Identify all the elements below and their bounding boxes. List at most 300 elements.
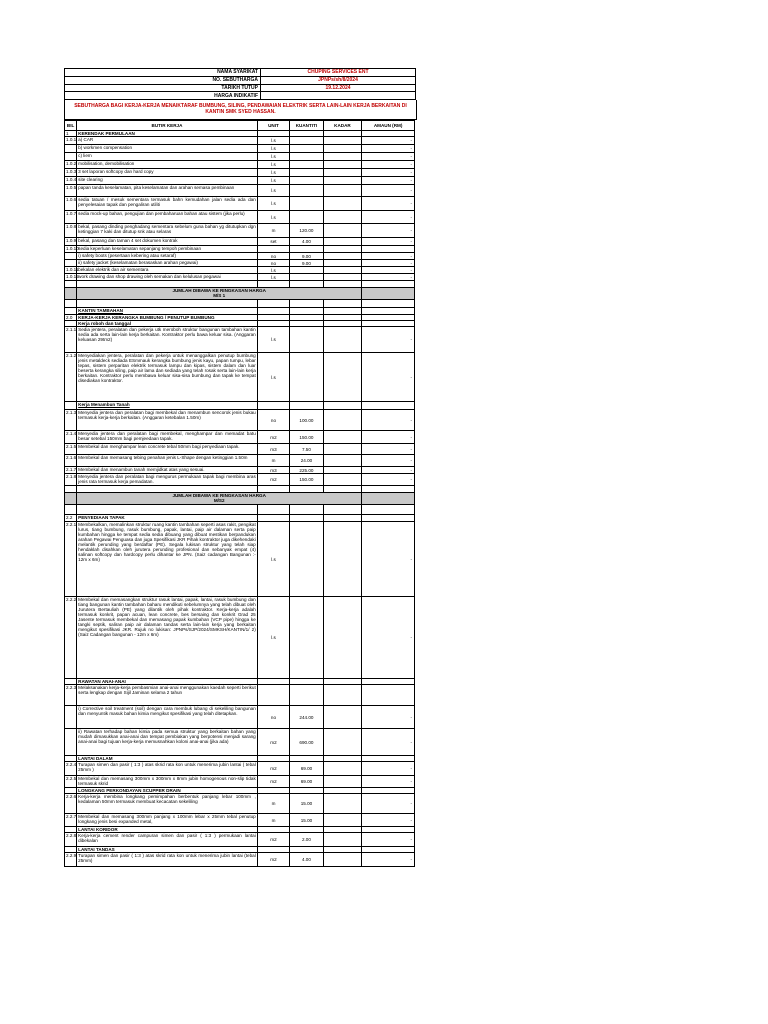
blank-row bbox=[65, 486, 415, 493]
item-unit: m3 bbox=[257, 467, 289, 474]
item-amount: - bbox=[362, 145, 415, 153]
item-amount: - bbox=[362, 197, 415, 211]
blank-row bbox=[65, 300, 415, 308]
item-quantity: 15.00 bbox=[290, 814, 323, 827]
item-unit: l.s bbox=[257, 211, 289, 224]
empty-cell bbox=[77, 281, 258, 288]
empty-cell bbox=[77, 300, 258, 308]
empty-cell bbox=[257, 486, 289, 493]
col-header-amaun: AMAUN (RM) bbox=[362, 121, 415, 131]
item-quantity bbox=[290, 246, 323, 253]
item-rate bbox=[323, 185, 362, 197]
item-row bbox=[65, 853, 415, 867]
col-header-kadar: KADAR bbox=[323, 121, 362, 131]
item-quantity bbox=[290, 161, 323, 169]
item-unit: m2 bbox=[257, 762, 289, 776]
item-rate bbox=[323, 685, 362, 706]
item-description: sedia tatuan / mesuk sementara termasuk bahn kemudahan jalan sedia ada dan penyelesaian tapak dan pengaliran utiliti bbox=[77, 197, 258, 211]
item-description: sedia keperluan keselamatan sepanjang tempoh pembinaan bbox=[77, 246, 258, 253]
empty-cell bbox=[290, 486, 323, 493]
item-amount bbox=[362, 515, 415, 522]
item-amount: - bbox=[362, 455, 415, 467]
item-bil bbox=[65, 706, 77, 729]
empty-cell bbox=[323, 505, 362, 515]
item-row bbox=[65, 706, 415, 729]
item-description: Kerja-kerja cement render campuran simen dan pasir ( 1:3 ) permukaan lantai dibekalan bbox=[77, 833, 258, 847]
item-description: LANTAI TANDAS bbox=[77, 847, 258, 853]
item-bil: 1 bbox=[65, 131, 77, 137]
summary-row bbox=[65, 288, 415, 300]
item-rate bbox=[323, 327, 362, 353]
item-amount: - bbox=[362, 474, 415, 486]
item-amount: - bbox=[362, 522, 415, 597]
item-bil: 1.0.8 bbox=[65, 224, 77, 238]
item-amount: - bbox=[362, 853, 415, 867]
item-row bbox=[65, 597, 415, 679]
item-description: Membekalkan, memalinkan struktur ruang kantin tambahan seperti asas rakit, pengikat lurus, tiang bumbung, rasuk bumbung, papak, lantai, paip air dalaman serta paip kumbahan hingga ke tempat sedia sedia dibuang yang dibuat mestikan berpandukan arahan Pegawai Penguasa dan juga Spesifikasi JKR Pihak kontraktor juga dikehendaki melantik perunding yang berdaftar (PE). Segala lukisan struktur yang telah siap hendaklah disahkan oleh jurutera perunding profesional dan sebanyak empat (4) salinan softcopy dan hardcopy perlu dihantar ke JPN. (Saiz cadangan Bangunan :- 12m x 6m) bbox=[77, 522, 258, 597]
item-description: bekalan elektrik dan air sementara bbox=[77, 267, 258, 274]
item-row bbox=[65, 814, 415, 827]
item-row bbox=[65, 197, 415, 211]
item-description: Membekal dan memasang 300mm panjang x 100mm lebar x 25mm tebal penutup longkang jenis besi expanded metal, bbox=[77, 814, 258, 827]
item-quantity: 2.00 bbox=[290, 833, 323, 847]
item-rate bbox=[323, 260, 362, 267]
item-description: b) workmen compensation bbox=[77, 145, 258, 153]
item-bil: 2.2.6 bbox=[65, 794, 77, 814]
item-amount bbox=[362, 402, 415, 410]
summary-amount-cell bbox=[362, 493, 415, 505]
item-bil: 1.0.12 bbox=[66, 274, 79, 279]
item-bil: 1.0.11 bbox=[66, 267, 79, 272]
item-bil bbox=[65, 260, 77, 267]
item-unit: m bbox=[257, 794, 289, 814]
item-quantity: 9.00 bbox=[290, 253, 323, 260]
item-row bbox=[65, 211, 415, 224]
item-description: KERJA-KERJA KERANGKA BUMBUNG / PENUTUP BUMBUNG bbox=[77, 315, 258, 321]
item-rate bbox=[323, 274, 362, 281]
item-quantity: 244.00 bbox=[290, 706, 323, 729]
item-description: a) CAR bbox=[77, 137, 258, 145]
item-amount: - bbox=[362, 161, 415, 169]
item-rate bbox=[323, 246, 362, 253]
item-unit: no bbox=[257, 706, 289, 729]
item-row bbox=[65, 224, 415, 238]
item-row bbox=[65, 169, 415, 177]
item-unit: l.s bbox=[257, 137, 289, 145]
item-unit: l.s bbox=[257, 185, 289, 197]
item-quantity bbox=[290, 353, 323, 402]
item-quantity: 69.00 bbox=[290, 762, 323, 776]
item-bil: 2.1.5 bbox=[65, 444, 77, 455]
item-description: bekal, pasang dinding penghadang sementara sebelum guna bahan yg ditutupkan dgn ketinggian 7 kaki dan ditutup snk atau selaras bbox=[77, 224, 258, 238]
summary-row bbox=[65, 493, 415, 505]
col-header-kuantiti: KUANTITI bbox=[290, 121, 323, 131]
item-bil: 1.0.2 bbox=[65, 161, 77, 169]
col-header-unit: UNIT bbox=[257, 121, 289, 131]
item-rate bbox=[323, 444, 362, 455]
item-unit: no bbox=[257, 253, 289, 260]
item-description: i) Corrective soil treatment (soil) dengan cara membuk lubang di sekeliling bangunan dan menyuntik masuk bahan kimia mengikut spesifikasi yang telah ditetapkan. bbox=[77, 706, 258, 729]
item-amount: - bbox=[362, 327, 415, 353]
empty-cell bbox=[65, 486, 77, 493]
item-bil: 2.1.7 bbox=[66, 467, 77, 472]
item-unit: l.s bbox=[257, 161, 289, 169]
empty-cell bbox=[323, 300, 362, 308]
item-amount: - bbox=[362, 137, 415, 145]
item-rate bbox=[323, 161, 362, 169]
item-quantity: 150.00 bbox=[290, 474, 323, 486]
item-unit: m3 bbox=[257, 444, 289, 455]
item-row bbox=[65, 145, 415, 153]
item-description: 3 set laporan softcopy dan hard copy bbox=[77, 169, 258, 177]
item-bil bbox=[65, 145, 77, 153]
item-row bbox=[65, 238, 415, 246]
item-rate bbox=[323, 833, 362, 847]
item-unit: l.s bbox=[257, 267, 289, 274]
item-amount: - bbox=[362, 238, 415, 246]
item-description: Menyedia jentera dan peralatan bagi mengurus permukaan tapak bagi membina aras jenis rata termasuk kerja pemadatan. bbox=[78, 474, 256, 484]
item-bil: 2.1.1 bbox=[65, 327, 77, 353]
item-rate bbox=[323, 853, 362, 867]
item-bil: 1.0.3 bbox=[65, 169, 77, 177]
item-quantity: 120.00 bbox=[290, 224, 323, 238]
item-row bbox=[65, 327, 415, 353]
item-amount: - bbox=[362, 729, 415, 756]
item-rate bbox=[323, 522, 362, 597]
item-unit: m2 bbox=[257, 853, 289, 867]
item-quantity bbox=[290, 597, 323, 679]
item-amount: - bbox=[362, 185, 415, 197]
item-rate bbox=[323, 776, 362, 788]
item-quantity: 690.00 bbox=[290, 729, 323, 756]
item-unit: l.s bbox=[257, 597, 289, 679]
item-quantity bbox=[290, 327, 323, 353]
header-value: CHUPING SERVICES ENT bbox=[261, 69, 416, 77]
item-quantity: 24.00 bbox=[290, 455, 323, 467]
item-description: Kerja-kerja membina longkang pemimpahan berbentuk panjang lebar 100mm , kedalaman 50mm termasuk membuat kecacatan sekeliling bbox=[77, 794, 258, 814]
item-rate bbox=[323, 267, 362, 274]
header-table bbox=[64, 68, 416, 100]
item-row bbox=[65, 515, 415, 522]
item-bil bbox=[65, 308, 77, 315]
item-quantity bbox=[290, 522, 323, 597]
item-row bbox=[65, 153, 415, 161]
item-description: Menyediakan jentera, peralatan dan pekerja untuk menanggalkan penutup bumbung jenis metaldeck sediada ESmmauk kerangka bumbung jenis kayu, papan tumpu, lebar tepas, sistem perparitan elektrik termasuk lampu dan kipas, sistem dalam dan luar beserta kerangka siling, paip air lama dan sediada yang telah rosak serta lain-lain kerja berkaitan. Kontraktor perlu membawa keluar sisa-sisa bumbung dan tapak ke tempat disediakan kontraktor. bbox=[77, 353, 258, 402]
item-description: Melaksanakan kerja-kerja pembasmian anai-anai menggunakan kaedah seperti berikut serta lengkap dengan Sijil Jaminan selama 2 tahun bbox=[77, 685, 258, 706]
item-description: PENYEDIAAN TAPAK bbox=[77, 515, 258, 522]
item-quantity: 4.00 bbox=[290, 238, 323, 246]
item-unit bbox=[257, 685, 289, 706]
item-row bbox=[65, 137, 415, 145]
summary-label: JUMLAH DIBAWA KE RINGKASAN HARGA bbox=[172, 288, 266, 293]
item-amount: - bbox=[362, 267, 415, 274]
item-amount: - bbox=[362, 211, 415, 224]
item-quantity bbox=[290, 685, 323, 706]
item-rate bbox=[323, 474, 362, 486]
header-label: TARIKH TUTUP bbox=[65, 84, 261, 92]
item-row bbox=[65, 246, 415, 253]
item-description: LONGKANG PERKONDAYAN SCUPPER DRAIN bbox=[77, 788, 258, 794]
item-row bbox=[65, 833, 415, 847]
empty-cell bbox=[290, 505, 323, 515]
item-amount: - bbox=[362, 597, 415, 679]
item-row bbox=[65, 185, 415, 197]
item-description: RAWATAN ANAI-ANAI bbox=[77, 679, 258, 685]
item-row bbox=[65, 776, 415, 788]
item-bil: 2.2 bbox=[65, 515, 77, 522]
item-bil: 2.2.8 bbox=[65, 833, 77, 847]
empty-cell bbox=[65, 505, 77, 515]
item-bil: 2.1.4 bbox=[65, 431, 77, 444]
item-unit: m bbox=[257, 814, 289, 827]
item-rate bbox=[323, 224, 362, 238]
empty-cell bbox=[257, 300, 289, 308]
header-row bbox=[65, 92, 416, 100]
item-row bbox=[65, 431, 415, 444]
item-row bbox=[65, 402, 415, 410]
item-description: site clearing bbox=[77, 177, 258, 185]
item-unit: no bbox=[257, 410, 289, 431]
item-amount: - bbox=[362, 260, 415, 267]
item-description: Membekal dan menambun tanah memjidkat atas yang sesuai. bbox=[77, 467, 258, 474]
item-quantity: 15.00 bbox=[290, 794, 323, 814]
empty-cell bbox=[257, 505, 289, 515]
item-unit: l.s bbox=[257, 177, 289, 185]
item-rate bbox=[323, 729, 362, 756]
item-bil: 2.0 bbox=[65, 315, 77, 321]
item-amount: - bbox=[362, 762, 415, 776]
item-row bbox=[65, 685, 415, 706]
item-bil: 1.0.9 bbox=[65, 238, 77, 246]
item-amount: - bbox=[362, 224, 415, 238]
summary-label-cell bbox=[77, 288, 362, 300]
header-label: HARGA INDIKATIF bbox=[65, 92, 261, 100]
item-amount: - bbox=[362, 776, 415, 788]
item-unit bbox=[257, 246, 289, 253]
item-rate bbox=[323, 145, 362, 153]
item-row bbox=[65, 455, 415, 467]
item-quantity: 69.00 bbox=[290, 776, 323, 788]
item-unit bbox=[257, 402, 289, 410]
item-rate bbox=[323, 455, 362, 467]
item-quantity bbox=[290, 267, 323, 274]
item-description: sedia mock-up bahan, pengujian dan pembaharuan bahan atau sistem (jika perlu) bbox=[77, 211, 258, 224]
item-quantity bbox=[290, 402, 323, 410]
item-unit: l.s bbox=[257, 274, 289, 281]
item-rate bbox=[323, 177, 362, 185]
empty-cell bbox=[362, 300, 415, 308]
item-quantity bbox=[290, 153, 323, 161]
item-quantity: 150.00 bbox=[290, 431, 323, 444]
item-unit: set bbox=[257, 238, 289, 246]
item-description: i) safety boots (pesertaan kebering atau setaraf) bbox=[77, 253, 258, 260]
item-amount: - bbox=[362, 706, 415, 729]
item-quantity bbox=[290, 185, 323, 197]
item-rate bbox=[323, 431, 362, 444]
item-bil: 1.0.6 bbox=[65, 197, 77, 211]
item-row bbox=[65, 729, 415, 756]
blank-row bbox=[65, 505, 415, 515]
item-amount: - bbox=[362, 467, 415, 474]
item-rate bbox=[323, 137, 362, 145]
item-quantity bbox=[290, 308, 323, 315]
item-unit bbox=[257, 308, 289, 315]
item-bil: 1.0.5 bbox=[65, 185, 77, 197]
item-unit: m2 bbox=[257, 776, 289, 788]
item-quantity: 225.00 bbox=[290, 467, 323, 474]
item-rate bbox=[323, 762, 362, 776]
empty-cell bbox=[257, 281, 289, 288]
item-description: Menyedia jentera dan peralatan bagi membekal dan menambun sencorok jenis bukau termasuk kerja-kerja berkaitan. (Anggaran ketebalan 1.50m) bbox=[77, 410, 258, 431]
header-value: 19.12.2024 bbox=[261, 84, 416, 92]
item-amount: - bbox=[362, 814, 415, 827]
item-description: ii) Rawatan terhadap bahan kimia pada semua struktur yang berkaitan bahan yang mudah dimasukkan anai-anai dan tempat pembiakan yang berpotensi menjadi sarang anai-anai bagi tujuan kerja-kerja memusnahkan koloni anai-anai (jika ada) bbox=[77, 729, 258, 756]
item-description: papan tanda keselamatan, pita keselamatan dan arahan semasa pembinaan bbox=[77, 185, 258, 197]
item-amount: - bbox=[362, 410, 415, 431]
item-description: c) liem bbox=[77, 153, 258, 161]
item-unit: l.s bbox=[257, 327, 289, 353]
item-unit: m2 bbox=[257, 729, 289, 756]
quotation-sheet bbox=[64, 68, 415, 867]
item-unit: m bbox=[257, 224, 289, 238]
item-description: Kerja roboh dan tanggal bbox=[77, 321, 258, 327]
item-description: Turapan simen dan pasir ( 1:3 ) atas skrid rata kon untuk menerima jubin lantai ( tebal 25mm ) bbox=[77, 762, 258, 776]
item-bil: 2.2.1 bbox=[65, 522, 77, 597]
item-quantity bbox=[290, 274, 323, 281]
header-row bbox=[65, 76, 416, 84]
item-bil bbox=[65, 253, 77, 260]
summary-page: M/S 1 bbox=[213, 293, 226, 298]
item-bil: 2.1.8 bbox=[65, 474, 77, 486]
item-description: Menyedia jentera dan peralatan bagi membekal, menghampar dan memadat batu besar setebal 150mm bagi pemjeedaan tapak. bbox=[77, 431, 258, 444]
item-quantity: 7.50 bbox=[290, 444, 323, 455]
item-row bbox=[65, 253, 415, 260]
item-rate bbox=[323, 197, 362, 211]
item-rate bbox=[323, 238, 362, 246]
item-description: Membekal dan memasang 300mm x 300mm x 8mm jubin homogenous non-slip tidak termasuk skrid bbox=[78, 776, 256, 786]
header-label: NAMA SYARIKAT bbox=[65, 69, 261, 77]
bill-of-quantities-table bbox=[64, 120, 415, 867]
header-row bbox=[65, 69, 416, 77]
item-unit: m bbox=[257, 455, 289, 467]
item-bil: 1.0.4 bbox=[65, 177, 77, 185]
item-description: LANTAI KORIDOR bbox=[77, 827, 258, 833]
item-unit: l.s bbox=[257, 169, 289, 177]
item-row bbox=[65, 522, 415, 597]
empty-cell bbox=[65, 288, 77, 300]
item-description: ii) safety jacket (keselamatan berasaskan arahan pegawai) bbox=[77, 260, 258, 267]
empty-cell bbox=[65, 300, 77, 308]
item-quantity bbox=[290, 169, 323, 177]
empty-cell bbox=[362, 281, 415, 288]
summary-label-cell bbox=[77, 493, 362, 505]
empty-cell bbox=[77, 505, 258, 515]
empty-cell bbox=[65, 281, 77, 288]
item-rate bbox=[323, 402, 362, 410]
item-amount: - bbox=[362, 431, 415, 444]
item-amount: - bbox=[362, 444, 415, 455]
col-header-bil: BIL bbox=[65, 121, 77, 131]
item-unit: l.s bbox=[257, 197, 289, 211]
item-unit: l.s bbox=[257, 153, 289, 161]
item-description: mobilisation, demobilisation bbox=[77, 161, 258, 169]
item-rate bbox=[323, 153, 362, 161]
item-amount bbox=[362, 308, 415, 315]
item-rate bbox=[323, 253, 362, 260]
item-description: Kerja Menambun Tanah bbox=[77, 402, 258, 410]
item-description: Membekal dan memasangkan struktur rasuk lantai, papak, lantai, rasuk bumbung dan tiang bangunan kantin tambahan baharu mendikuti sebelumnya yang telah dibuat oleh Jurutera Bertauliah (PE) yang dilantik oleh pihak kontraktor. Kerja-kerja adalah termasuk konkrit, papan acuan, lean concrete, bes bersaing dan konkrit Grad 25 Jasente termasuk membekal dan memasang papak kumbahan (VCP pipe) hingga ke tangki septik, saliran paip air dalaman tandas serta lain-lain kerja yang berkaitan mengikut spesifikasi JKR. Rujuk no lukisan: JPNPs/SJP/2024/SMKSH/KANTIN/1/ 2) (Saiz Cadangan bangunan - 12m x 6m) bbox=[77, 597, 258, 679]
empty-cell bbox=[362, 486, 415, 493]
empty-cell bbox=[290, 281, 323, 288]
item-bil bbox=[65, 402, 77, 410]
item-rate bbox=[323, 410, 362, 431]
item-description: Turapan simen dan pasir ( 1:3 ) atas skrid rata kon untuk menerima jubin lantai (tebal 25mm) bbox=[77, 853, 258, 867]
col-header-butir-kerja: BUTIR KERJA bbox=[77, 121, 258, 131]
item-description: Membekal dan memasang tebing penahan jenis L-Shape dengan ketinggian 1.50m bbox=[77, 455, 258, 467]
item-unit bbox=[257, 515, 289, 522]
item-amount: - bbox=[362, 177, 415, 185]
item-row bbox=[65, 474, 415, 486]
empty-cell bbox=[65, 493, 77, 505]
summary-amount-cell bbox=[362, 288, 415, 300]
item-rate bbox=[323, 308, 362, 315]
item-amount: - bbox=[362, 274, 415, 281]
item-unit: no bbox=[257, 260, 289, 267]
empty-cell bbox=[323, 281, 362, 288]
item-unit: l.s bbox=[257, 353, 289, 402]
item-quantity bbox=[290, 515, 323, 522]
item-unit: m2 bbox=[257, 431, 289, 444]
item-bil: 2.2.2 bbox=[65, 597, 77, 679]
item-row bbox=[65, 267, 415, 274]
item-unit: l.s bbox=[257, 522, 289, 597]
item-row bbox=[65, 274, 415, 281]
blank-row bbox=[65, 281, 415, 288]
item-bil: 1.0.7 bbox=[65, 211, 77, 224]
item-bil: 2.2.5 bbox=[65, 776, 77, 788]
item-rate bbox=[323, 169, 362, 177]
item-bil: 2.2.7 bbox=[65, 814, 77, 827]
item-quantity bbox=[290, 145, 323, 153]
item-rate bbox=[323, 706, 362, 729]
item-quantity: 4.00 bbox=[290, 853, 323, 867]
item-amount: - bbox=[362, 153, 415, 161]
header-value bbox=[261, 92, 416, 100]
item-quantity: 9.00 bbox=[290, 260, 323, 267]
empty-cell bbox=[323, 486, 362, 493]
item-amount bbox=[362, 246, 415, 253]
item-rate bbox=[323, 515, 362, 522]
header-label: NO. SEBUTHARGA bbox=[65, 76, 261, 84]
item-row bbox=[65, 410, 415, 431]
item-quantity bbox=[290, 211, 323, 224]
item-amount: - bbox=[362, 253, 415, 260]
empty-cell bbox=[77, 486, 258, 493]
quotation-title: SEBUTHARGA BAGI KERJA-KERJA MENAIKTARAF BUMBUNG, SILING, PENDAWAIAN ELEKTRIK SERTA LAIN-LAIN KERJA BERKAITAN DI KANTIN SMK SYED HASSAN. bbox=[64, 100, 417, 120]
item-bil: 1.0.10 bbox=[66, 246, 79, 251]
item-description: Sedia jentera, peralatan dan pekerja utk meroboh struktur bangunan tambahan kantin sedia ada serta lain-lain kerja berkaitan. Kontraktor perlu bawa keluar sisa. (Anggaran keluasan 29tm2) bbox=[77, 327, 258, 353]
summary-page: M/S2 bbox=[213, 498, 225, 503]
item-rate bbox=[323, 794, 362, 814]
item-bil: 2.1.2 bbox=[65, 353, 77, 402]
item-row bbox=[65, 177, 415, 185]
item-bil: 1.0.1 bbox=[65, 137, 77, 145]
column-header-row bbox=[65, 121, 415, 131]
item-unit: l.s bbox=[257, 145, 289, 153]
item-row bbox=[65, 444, 415, 455]
item-row bbox=[65, 353, 415, 402]
item-description: KANTIN TAMBAHAN bbox=[77, 308, 258, 315]
